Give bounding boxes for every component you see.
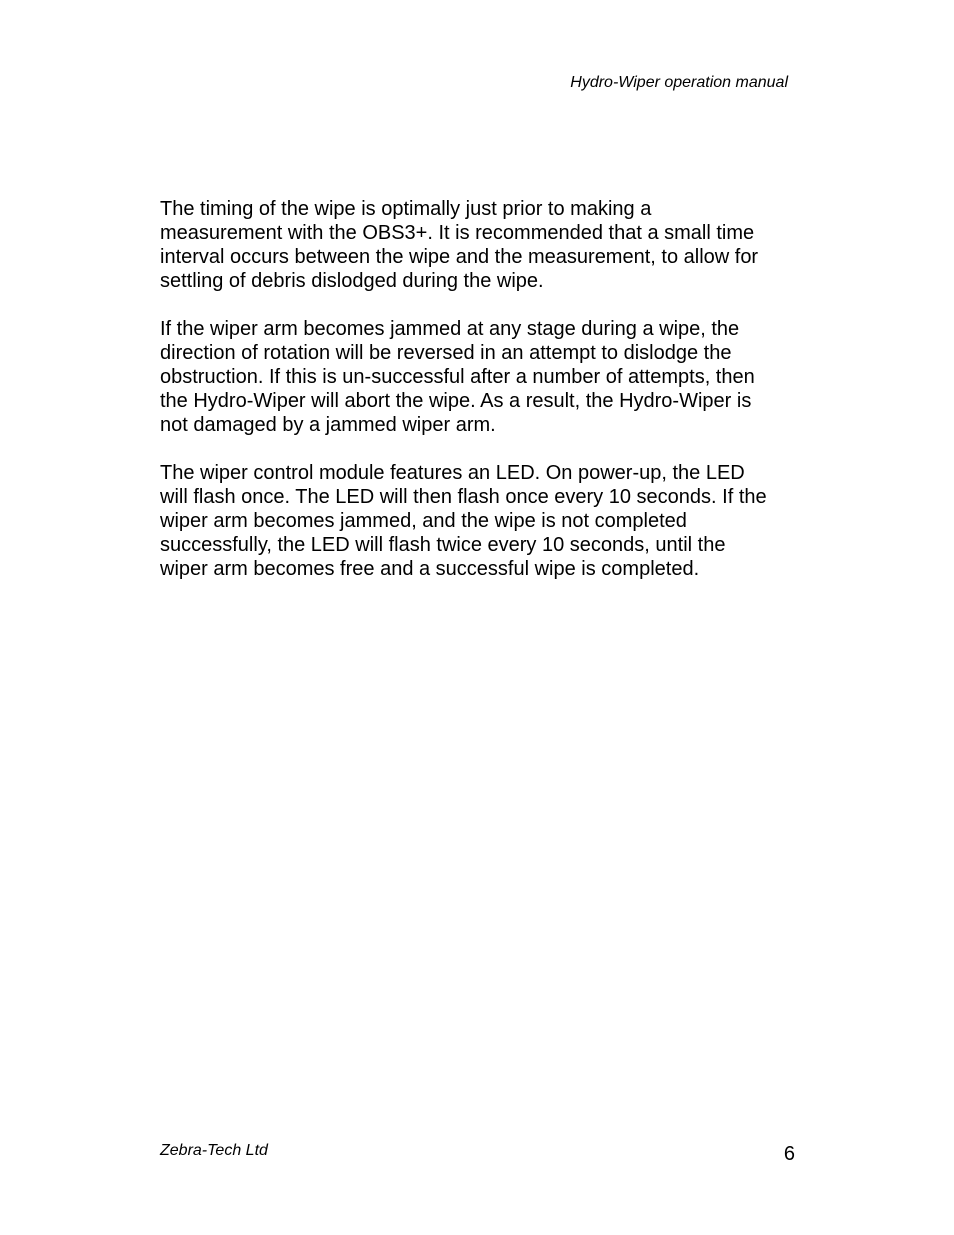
- footer-company: Zebra-Tech Ltd: [160, 1142, 268, 1159]
- page-number: 6: [783, 1143, 795, 1165]
- running-header: Hydro-Wiper operation manual: [570, 74, 788, 91]
- paragraph-wipe-timing: The timing of the wipe is optimally just prior to making a measurement with the OBS3+. It is recommended that a small time interval occurs between the wipe and the measurement, to allow for settling of debris dislodged during the wipe.: [160, 198, 759, 292]
- body-text: [160, 197, 800, 605]
- paragraph-jammed-arm: If the wiper arm becomes jammed at any stage during a wipe, the direction of rotation will be reversed in an attempt to dislodge the obstruction. If this is un-successful after a number of attempts, then the Hydro-Wiper will abort the wipe. As a result, the Hydro-Wiper is not damaged by a jammed wiper arm.: [160, 318, 755, 436]
- paragraph-led-status: The wiper control module features an LED. On power-up, the LED will flash once. The LED will then flash once every 10 seconds. If the wiper arm becomes jammed, and the wipe is not completed successfully, the LED will flash twice every 10 seconds, until the wiper arm becomes free and a successful wipe is completed.: [160, 462, 767, 580]
